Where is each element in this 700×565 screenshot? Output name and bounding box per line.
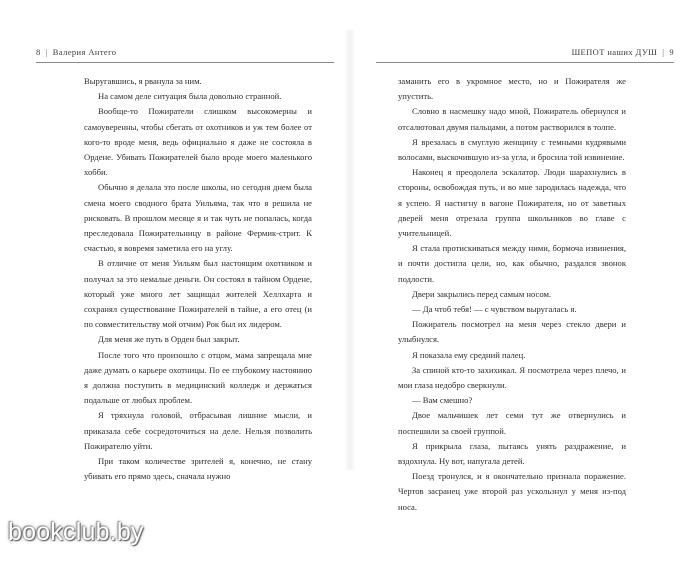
- header-separator: |: [45, 47, 48, 57]
- left-header-rule: [36, 62, 334, 63]
- left-page-number: 8: [36, 47, 41, 57]
- paragraph: Я стала протискиваться между ними, бормоча извинения, и почти достигла цели, но, как обычно, раздался звонок подлости.: [398, 243, 626, 284]
- right-running-header: [572, 47, 674, 57]
- paragraph: Обычно я делала это после школы, но сегодня днем была смена моего сводного брата Уильяма, так что я решила не рисковать. В прошлом месяце я и так чуть не попалась, когда преследовала Пожирательницу в районе Фермик-стрит. К счастью, я вовремя заметила его на углу.: [84, 182, 312, 254]
- paragraph: Вообще-то Пожиратели слишком высокомерны и самоуверенны, чтобы сбегать от охотников и уж тем более от кого-то вроде меня, ведь официально я даже не состояла в Ордене. Убивать Пожирателей было вроде моего маленького хобби.: [84, 106, 312, 178]
- paragraph: Я прикрыла глаза, пытаясь унять раздражение, и вздохнула. Ну вот, напугала детей.: [398, 440, 626, 467]
- paragraph: Выругавшись, я рванула за ним.: [84, 76, 202, 86]
- header-separator: |: [662, 47, 665, 57]
- right-header-rule: [376, 62, 674, 63]
- right-text-block: [398, 74, 626, 515]
- paragraph: Двери закрылись перед самым носом.: [412, 288, 552, 299]
- left-text-block: [84, 74, 312, 484]
- right-running-head: ШЕПОТ наших ДУШ: [571, 47, 658, 57]
- paragraph: Для меня же путь в Орден был закрыт.: [98, 334, 240, 345]
- paragraph: Пожиратель посмотрел на меня через стекло двери и улыбнулся.: [398, 319, 626, 345]
- paragraph: Я тряхнула головой, отбрасывая лишние мысли, и приказала себе сосредоточиться на деле. Нельзя позволить Пожирателю уйти.: [84, 410, 312, 451]
- paragraph: заманить его в укромное место, но и Пожирателя же упустить.: [398, 76, 626, 102]
- paragraph: Двое мальчишек лет семи тут же отвернулись и поспешили за своей группой.: [398, 410, 626, 436]
- right-page-number: 9: [669, 47, 674, 57]
- right-page: [350, 0, 700, 565]
- paragraph: Словно в насмешку надо мной, Пожиратель обернулся и отсалютовал двумя пальцами, а потом растворился в толпе.: [398, 106, 626, 132]
- paragraph: Я врезалась в смуглую женщину с темными кудрявыми волосами, выскочившую из-за угла, и бросила той извинение.: [398, 136, 626, 163]
- paragraph: Я показала ему средний палец.: [412, 349, 526, 360]
- paragraph: Наконец я преодолела эскалатор. Люди шарахнулись в стороны, освобождая путь, и во мне зародилась надежда, что я успею. Я настигну в вагоне Пожирателя, но от заветных дверей меня отрезала группа школьников во главе с учительницей.: [398, 167, 626, 239]
- paragraph: При таком количестве зрителей я, конечно, не стану убивать его прямо здесь, сначала нужно: [84, 456, 312, 482]
- left-running-head: Валерия Антего: [52, 47, 117, 57]
- bookclub-watermark: bookclub.by: [8, 518, 144, 546]
- paragraph: — Да чтоб тебя! — с чувством выругалась я.: [412, 304, 577, 315]
- paragraph: Поезд тронулся, и я окончательно признала поражение. Чертов засранец уже второй раз ускользнул у меня из-под носа.: [398, 471, 626, 512]
- paragraph: После того что произошло с отцом, мама запрещала мне даже думать о карьере охотницы. По ее глубокому настоянию я должна поступить в медицинский колледж и держаться подальше от любых проблем.: [84, 349, 312, 406]
- left-running-header: [36, 47, 116, 57]
- paragraph: В отличие от меня Уильям был настоящим охотником и получал за это немалые деньги. Он состоял в тайном Ордене, который уже много лет защищал жителей Хеллхарта и сохранял существование Пожирателей в тайне, а его отец (и по совместительству мой отчим) Рок был их лидером.: [84, 258, 312, 330]
- paragraph: За спиной кто-то захихикал. Я посмотрела через плечо, и мои глаза недобро сверкнули.: [398, 364, 626, 391]
- paragraph: На самом деле ситуация была довольно странной.: [98, 91, 282, 102]
- paragraph: — Вам смешно?: [412, 395, 473, 406]
